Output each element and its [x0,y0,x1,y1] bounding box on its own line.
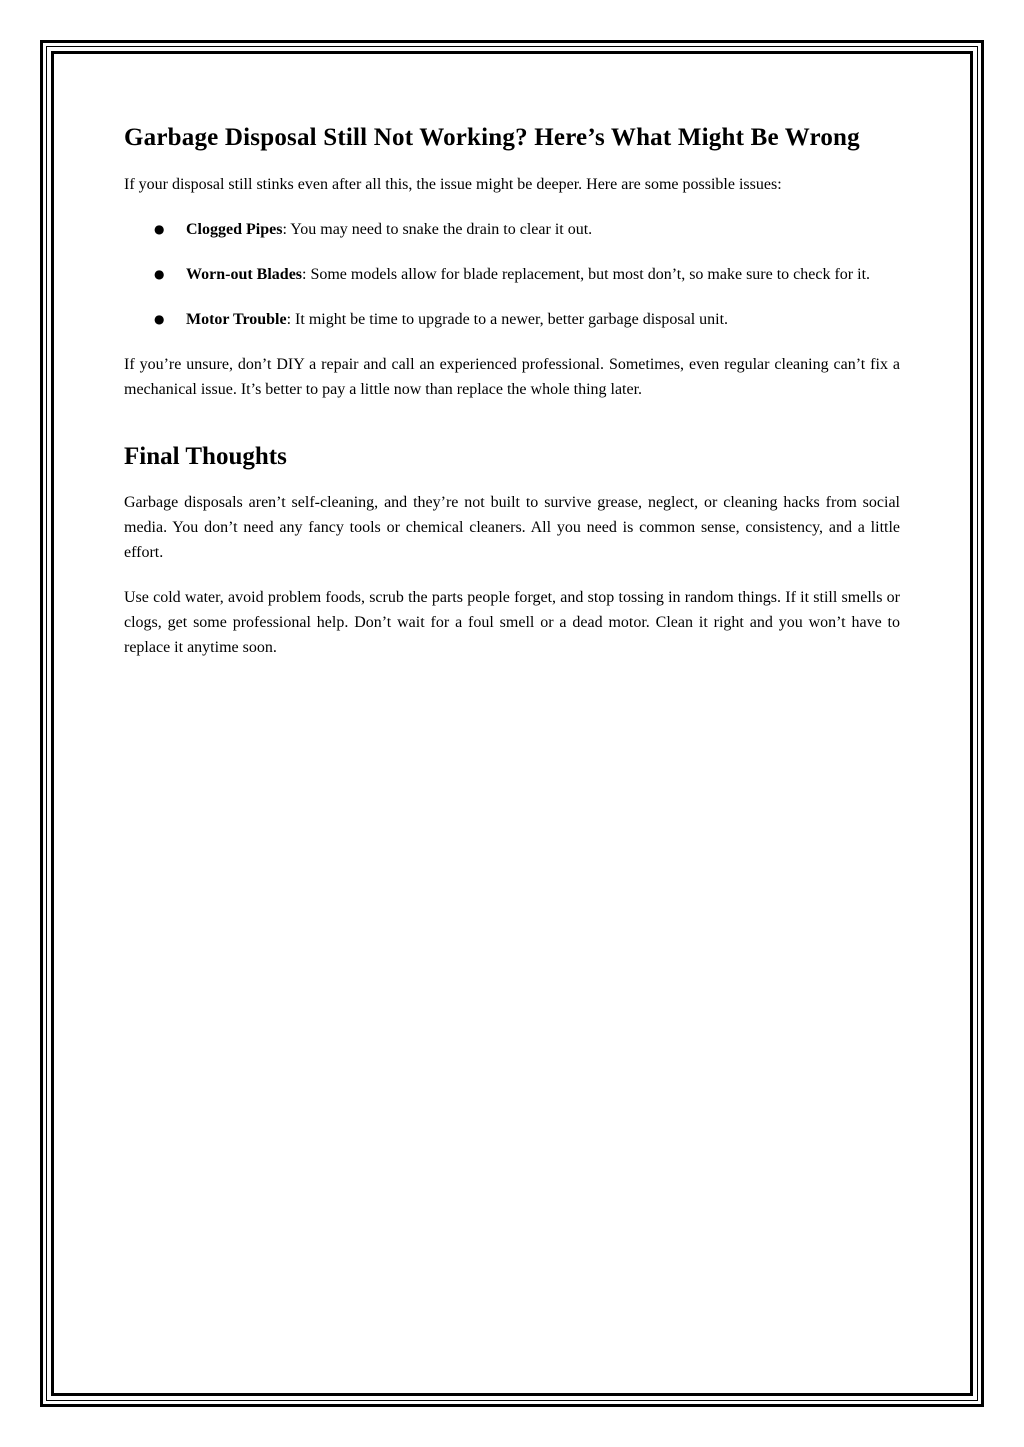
issue-term: Clogged Pipes [186,221,283,238]
final-paragraph-1: Garbage disposals aren’t self-cleaning, and they’re not built to survive grease, neglect, or cleaning hacks from social media. You don’t need any fancy tools or chemical cleaners. All you need is common sense, consistency, and a little effort. [124,494,900,561]
article-title: Garbage Disposal Still Not Working? Here’s What Might Be Wrong [124,124,860,151]
list-item [124,307,900,332]
list-item [124,217,900,242]
issue-term: Worn-out Blades [186,266,303,283]
bullet-icon: ● [154,267,165,281]
bullet-icon: ● [154,222,165,236]
issue-text: : You may need to snake the drain to clear it out. [282,221,593,238]
list-item [124,262,900,287]
issue-term: Motor Trouble [186,311,287,328]
intro-paragraph: If your disposal still stinks even after all this, the issue might be deeper. Here are some possible issues: [124,176,782,193]
issues-list [124,217,900,332]
final-thoughts-heading: Final Thoughts [124,443,287,470]
issue-text: : It might be time to upgrade to a newer, better garbage disposal unit. [286,311,729,328]
bullet-icon: ● [154,312,165,326]
issue-text: : Some models allow for blade replacement, but most don’t, so make sure to check for it. [302,266,871,283]
article-body [124,120,900,680]
final-paragraph-2: Use cold water, avoid problem foods, scrub the parts people forget, and stop tossing in random things. If it still smells or clogs, get some professional help. Don’t wait for a foul smell or a dead motor. Clean it right and you won’t have to replace it anytime soon. [124,589,900,656]
advice-paragraph: If you’re unsure, don’t DIY a repair and call an experienced professional. Sometimes, even regular cleaning can’t fix a mechanical issue. It’s better to pay a little now than replace the whole thing later. [124,356,900,398]
